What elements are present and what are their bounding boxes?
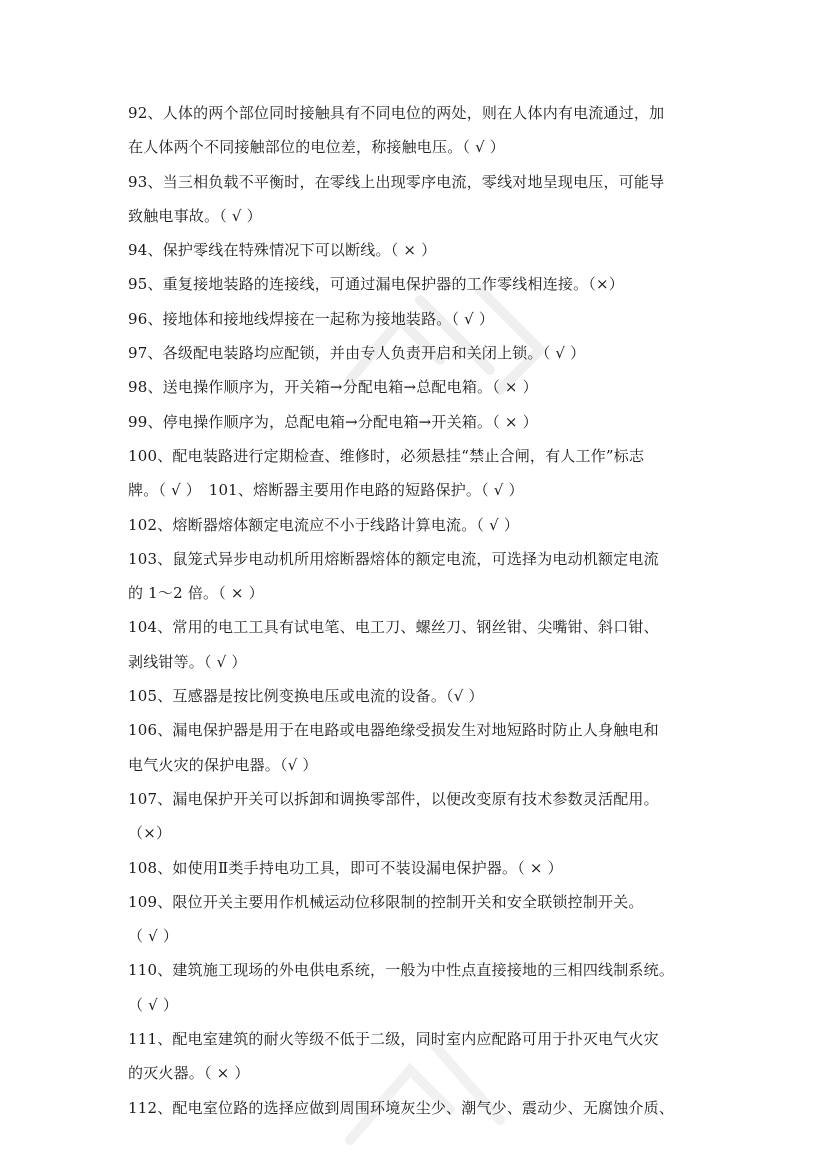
text-line: 104、常用的电工工具有试电笔、电工刀、螺丝刀、钢丝钳、尖嘴钳、斜口钳、 xyxy=(128,618,659,637)
text-line: 110、建筑施工现场的外电供电系统，一般为中性点直接接地的三相四线制系统。 xyxy=(128,961,675,980)
text-line: 100、配电装路进行定期检查、维修时，必须悬挂“禁止合闸，有人工作”标志 xyxy=(128,446,645,465)
question-list xyxy=(128,96,708,1125)
text-line: 剥线钳等。（ √ ） xyxy=(128,652,247,671)
text-line: （×） xyxy=(128,824,172,843)
text-line: 92、人体的两个部位同时接触具有不同电位的两处，则在人体内有电流通过，加 xyxy=(128,104,665,122)
text-line: 111、配电室建筑的耐火等级不低于二级，同时室内应配路可用于扑灭电气火灾 xyxy=(128,1030,659,1049)
text-line: 的 1～2 倍。（ × ） xyxy=(128,584,264,603)
text-line: 93、当三相负载不平衡时，在零线上出现零序电流，零线对地呈现电压，可能导 xyxy=(128,172,665,191)
text-line: 99、停电操作顺序为，总配电箱→分配电箱→开关箱。（ × ） xyxy=(128,412,538,431)
text-line: 102、熔断器熔体额定电流应不小于线路计算电流。（ √ ） xyxy=(128,515,520,534)
text-line: 95、重复接地装路的连接线，可通过漏电保护器的工作零线相连接。（×） xyxy=(128,275,624,294)
text-line: 107、漏电保护开关可以拆卸和调换零部件，以便改变原有技术参数灵活配用。 xyxy=(128,789,659,808)
text-line: 的灭火器。（ × ） xyxy=(128,1064,250,1083)
text-line: （ √ ） xyxy=(128,995,179,1014)
text-line: 97、各级配电装路均应配锁，并由专人负责开启和关闭上锁。（ √ ） xyxy=(128,344,586,363)
text-line: 105、互感器是按比例变换电压或电流的设备。（√ ） xyxy=(128,687,484,706)
text-line: 电气火灾的保护电器。（√ ） xyxy=(128,755,318,774)
text-line: 98、送电操作顺序为，开关箱→分配电箱→总配电箱。（ × ） xyxy=(128,378,538,397)
text-line: 108、如使用Ⅱ类手持电功工具，即可不装设漏电保护器。（ × ） xyxy=(128,858,563,877)
text-line: 牌。（ √ ） 101、熔断器主要用作电路的短路保护。（ √ ） xyxy=(128,481,524,500)
text-line: 在人体两个不同接触部位的电位差，称接触电压。（ √ ） xyxy=(128,138,505,157)
text-line: 96、接地体和接地线焊接在一起称为接地装路。（ √ ） xyxy=(128,309,495,328)
text-line: 103、鼠笼式异步电动机所用熔断器熔体的额定电流，可选择为电动机额定电流 xyxy=(128,549,659,568)
text-line: 109、限位开关主要用作机械运动位移限制的控制开关和安全联锁控制开关。 xyxy=(128,892,644,911)
text-line: 致触电事故。（ √ ） xyxy=(128,206,262,225)
text-line: 106、漏电保护器是用于在电路或电器绝缘受损发生对地短路时防止人身触电和 xyxy=(128,721,659,740)
text-line: 112、配电室位路的选择应做到周围环境灰尘少、潮气少、震动少、无腐蚀介质、 xyxy=(128,1098,675,1117)
text-line: （ √ ） xyxy=(128,927,179,946)
text-line: 94、保护零线在特殊情况下可以断线。（ × ） xyxy=(128,241,437,260)
